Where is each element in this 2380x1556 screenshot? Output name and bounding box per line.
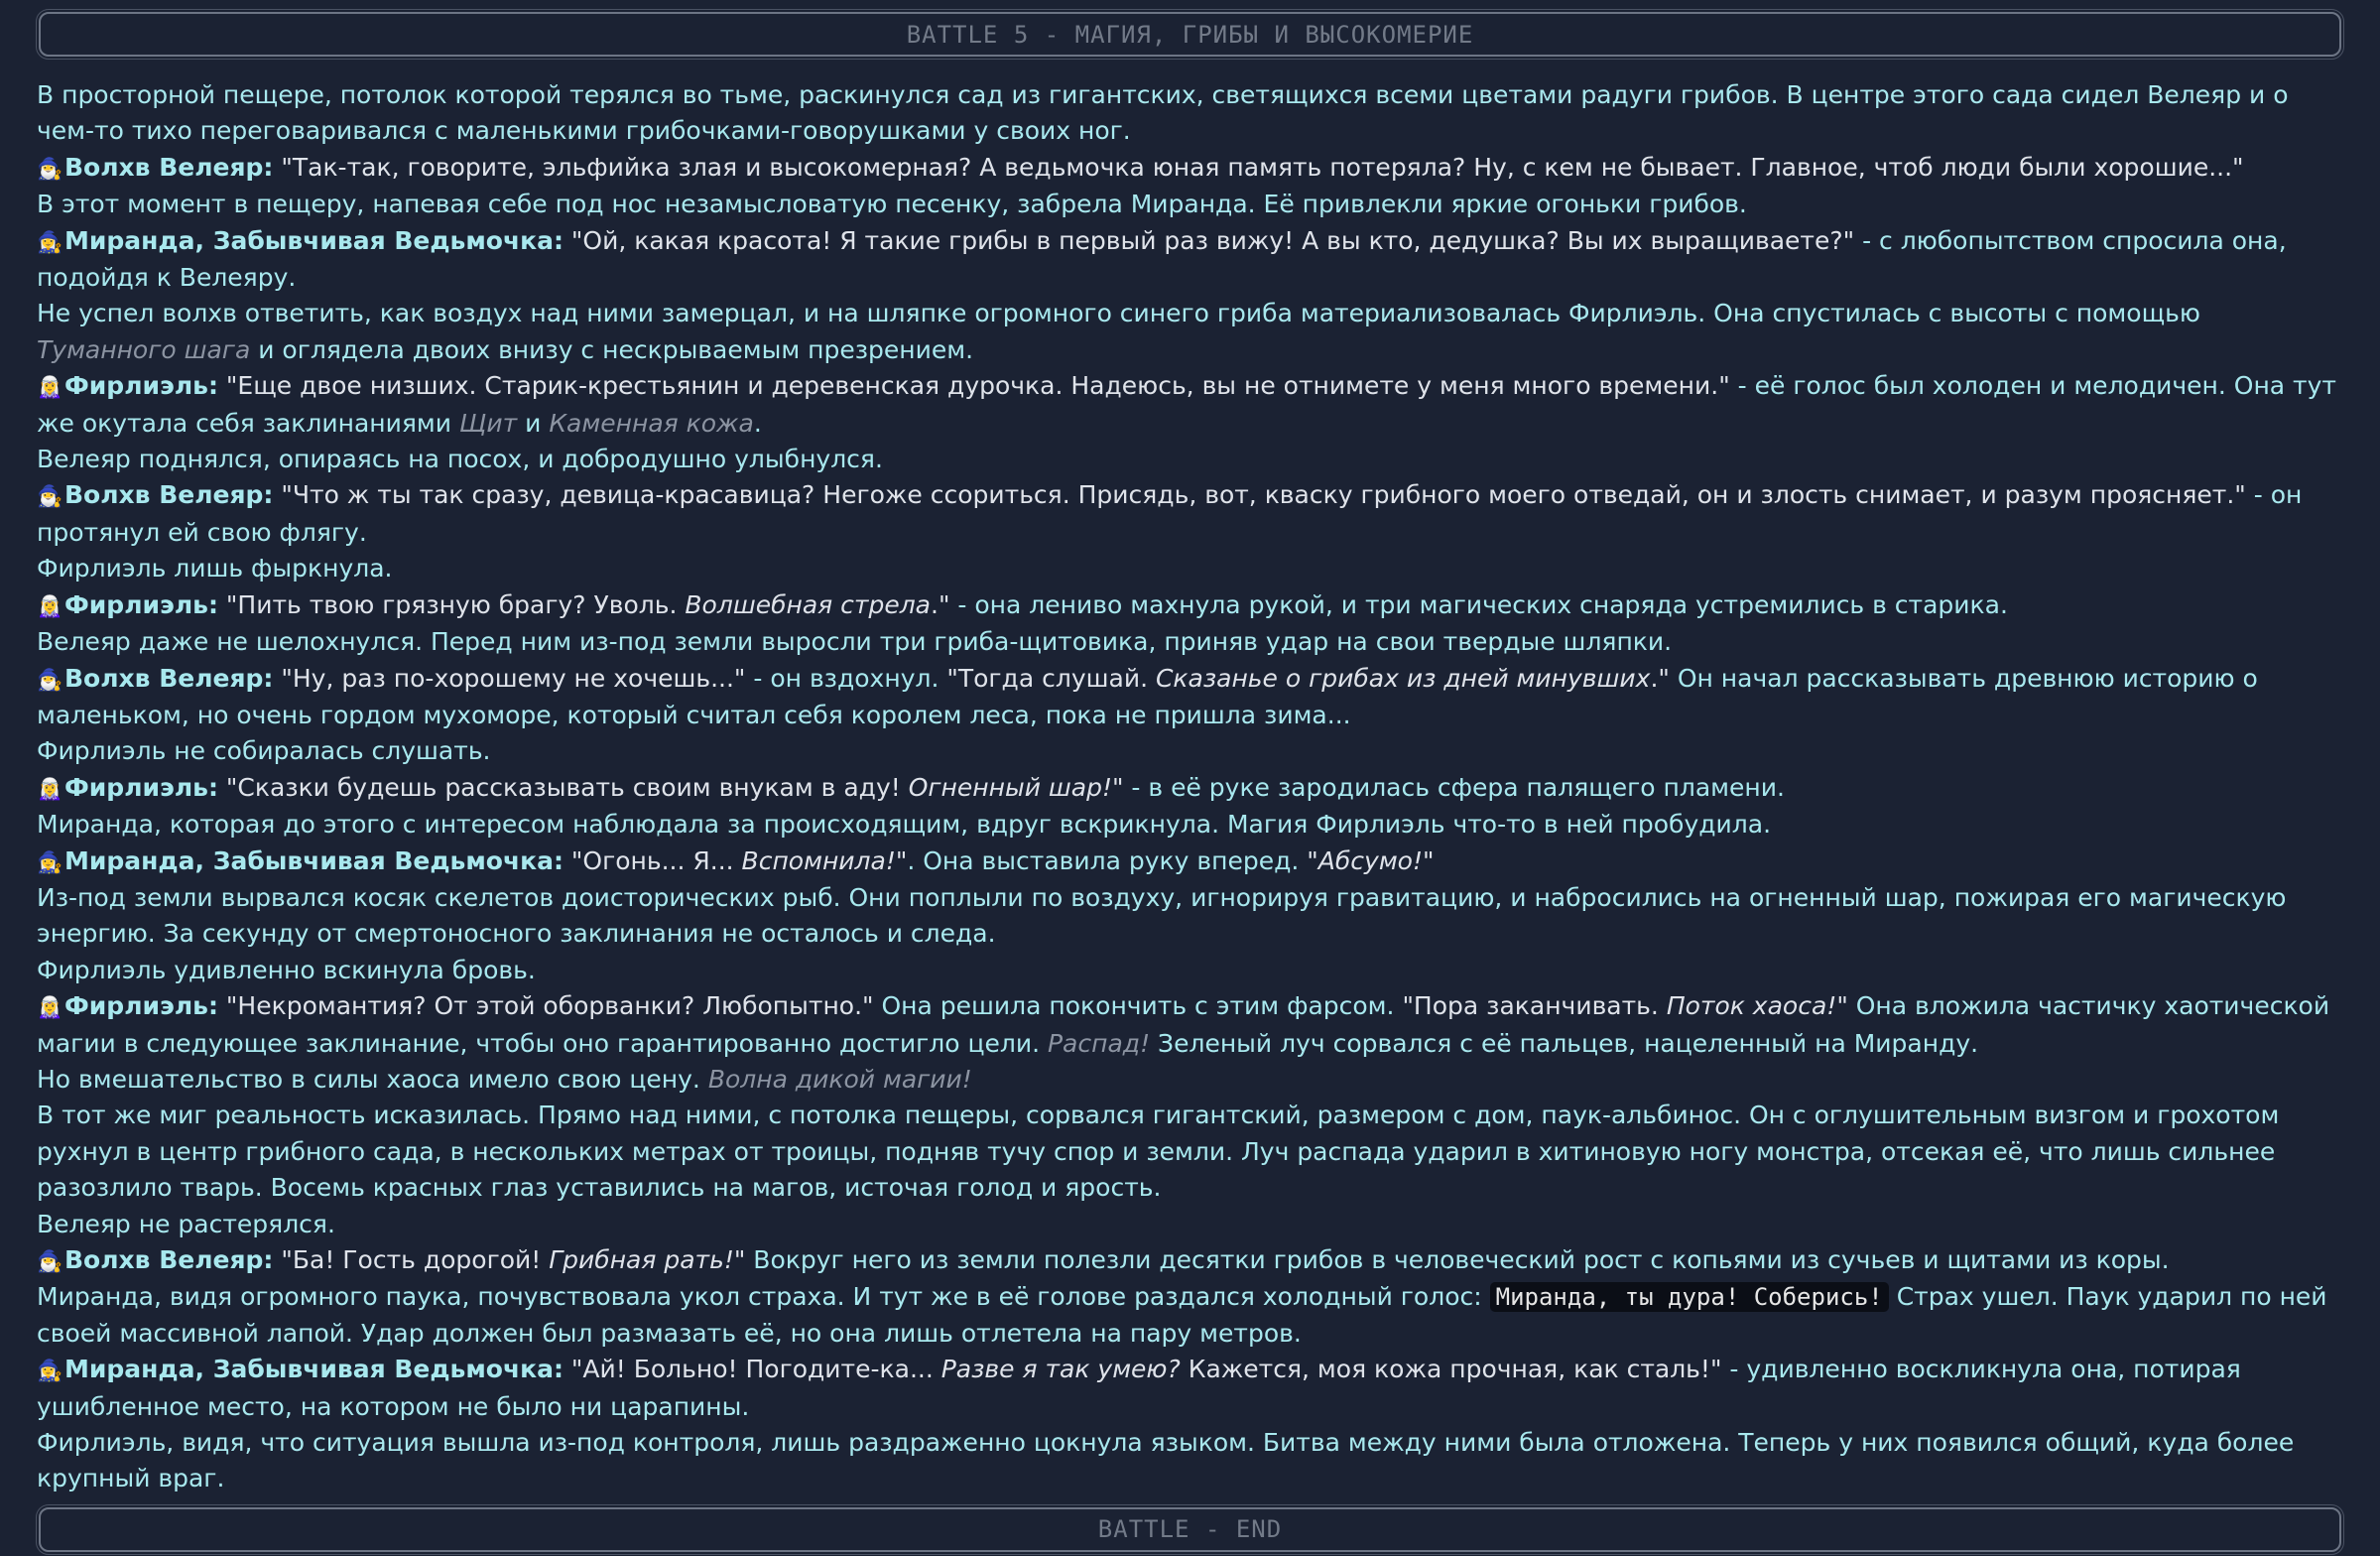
speaker-name: Волхв Велеяр:: [64, 152, 274, 182]
battle-end-title: BATTLE - END: [1097, 1515, 1283, 1544]
speaker-name: Волхв Велеяр:: [64, 480, 274, 510]
spell-name: Абсумо!: [1317, 845, 1424, 875]
spell-name: Распад!: [1047, 1028, 1151, 1058]
spell-name: Щит: [459, 408, 518, 438]
narration-line: Фирлиэль не собиралась слушать.: [37, 736, 491, 766]
story-text: [37, 77, 2343, 1497]
spell-name: Каменная кожа: [549, 408, 754, 438]
narration-line: В этот момент в пещеру, напевая себе под нос незамысловатую песенку, забрела Миранда. Её привлекли яркие огоньки грибов.: [37, 190, 1747, 219]
dialogue-line: 🧝‍♀️Фирлиэль: "Сказки будешь рассказывать своим внукам в аду! Огненный шар!" - в её руке зародилась сфера палящего пламени.: [37, 770, 2343, 807]
battle-footer-banner: [39, 1507, 2341, 1552]
dialogue-line: 🧙‍♂️Волхв Велеяр: "Что ж ты так сразу, девица-красавица? Негоже ссориться. Присядь, вот, кваску грибного моего отведай, он и злость снимает, и разум проясняет." - он протянул ей свою флягу.: [37, 480, 2303, 547]
narration-line: В тот же миг реальность исказилась. Прямо над ними, с потолка пещеры, сорвался гигантский, размером с дом, паук-альбинос. Он с оглушительным визгом и грохотом рухнул в центр грибного сада, в нескольких метрах от троицы, подняв тучу спор и земли. Луч распада ударил в хитиновую ногу монстра, отсекая её, что лишь сильнее разозлило тварь. Восемь красных глаз уставились на магов, источая голод и ярость.: [37, 1101, 2280, 1203]
witch-icon: 🧙‍♀️: [37, 1359, 63, 1383]
speaker-name: Волхв Велеяр:: [64, 1245, 274, 1274]
spell-name: Сказанье о грибах из дней минувших: [1155, 663, 1651, 693]
mage-icon: 🧙‍♂️: [37, 667, 63, 692]
dialogue-line: 🧝‍♀️Фирлиэль: "Еще двое низших. Старик-крестьянин и деревенская дурочка. Надеюсь, вы не отнимете у меня много времени." - её голос был холоден и мелодичен. Она тут же окутала себя заклинаниями Щит и Каменная кожа.: [37, 371, 2336, 438]
spell-name: Поток хаоса!: [1666, 991, 1837, 1021]
witch-icon: 🧙‍♀️: [37, 229, 63, 254]
spell-name: Волшебная стрела: [685, 589, 931, 619]
speaker-name: Волхв Велеяр:: [64, 663, 274, 693]
witch-icon: 🧙‍♀️: [37, 849, 63, 874]
dialogue-line: [37, 223, 2343, 297]
speaker-name: Фирлиэль:: [64, 772, 218, 802]
mage-icon: 🧙‍♂️: [37, 156, 63, 181]
dialogue-text: "Ой, какая красота! Я такие грибы в первый раз вижу! А вы кто, дедушка? Вы их выращиваете?": [563, 225, 1855, 255]
narration-line: Миранда, которая до этого с интересом наблюдала за происходящим, вдруг вскрикнула. Магия Фирлиэль что-то в ней пробудила.: [37, 810, 1772, 840]
dialogue-line: 🧙‍♂️Волхв Велеяр: "Ну, раз по-хорошему не хочешь..." - он вздохнул. "Тогда слушай. Сказанье о грибах из дней минувших." Он начал рассказывать древнюю историю о маленьком, но очень гордом мухоморе, который считал себя королем леса, пока не пришла зима...: [37, 663, 2258, 729]
dialogue-line: 🧙‍♀️Миранда, Забывчивая Ведьмочка: "Огонь... Я... Вспомнила!". Она выставила руку вперед. "Абсумо!": [37, 843, 2343, 880]
narration-text: - с любопытством спросила она, подойдя к Велеяру.: [37, 225, 2287, 293]
elf-icon: 🧝‍♀️: [37, 995, 63, 1020]
mage-icon: 🧙‍♂️: [37, 484, 63, 509]
spell-name: Туманного шага: [37, 334, 251, 364]
narration-line: Велеяр даже не шелохнулся. Перед ним из-под земли выросли три гриба-щитовика, приняв удар на свои твердые шляпки.: [37, 627, 1673, 657]
speaker-name: Миранда, Забывчивая Ведьмочка:: [64, 225, 564, 255]
dialogue-line: 🧙‍♂️Волхв Велеяр: "Ба! Гость дорогой! Грибная рать!" Вокруг него из земли полезли десятки грибов в человеческий рост с копьями из сучьев и щитами из коры.: [37, 1242, 2343, 1279]
battle-header-banner: [39, 12, 2341, 57]
dialogue-text: "Так-так, говорите, эльфийка злая и высокомерная? А ведьмочка юная память потеряла? Ну, с кем не бывает. Главное, чтоб люди были хорошие...": [273, 152, 2244, 182]
inner-voice-code: Миранда, ты дура! Соберись!: [1490, 1282, 1889, 1312]
spell-name: Огненный шар!: [908, 772, 1112, 802]
speaker-name: Фирлиэль:: [64, 589, 218, 619]
dialogue-line: [37, 150, 2343, 187]
spell-name: Грибная рать!: [549, 1245, 734, 1274]
dialogue-line: 🧝‍♀️Фирлиэль: "Некромантия? От этой оборванки? Любопытно." Она решила покончить с этим фарсом. "Пора заканчивать. Поток хаоса!" Она вложила частичку хаотической магии в следующее заклинание, чтобы оно гарантированно достигло цели. Распад! Зеленый луч сорвался с её пальцев, нацеленный на Миранду.: [37, 991, 2330, 1058]
elf-icon: 🧝‍♀️: [37, 375, 63, 400]
mage-icon: 🧙‍♂️: [37, 1249, 63, 1273]
narration-line: Фирлиэль лишь фыркнула.: [37, 554, 393, 584]
narration-line: Фирлиэль удивленно вскинула бровь.: [37, 955, 536, 984]
dialogue-text: "Еще двое низших. Старик-крестьянин и деревенская дурочка. Надеюсь, вы не отнимете у меня много времени.": [217, 371, 1730, 401]
narration-line: Не успел волхв ответить, как воздух над ними замерцал, и на шляпке огромного синего гриба материализовалась Фирлиэль. Она спустилась с высоты с помощью Туманного шага и оглядела двоих внизу с нескрываемым презрением.: [37, 299, 2200, 364]
narration-line: Велеяр не растерялся.: [37, 1209, 335, 1238]
narration-line: В просторной пещере, потолок которой терялся во тьме, раскинулся сад из гигантских, светящихся всеми цветами радуги грибов. В центре этого сада сидел Велеяр и о чем-то тихо переговаривался с маленькими грибочками-говорушками у своих ног.: [37, 80, 2289, 146]
narration-line: Велеяр поднялся, опираясь на посох, и добродушно улыбнулся.: [37, 445, 883, 474]
spell-name: Волна дикой магии!: [707, 1064, 972, 1094]
narration-line: Но вмешательство в силы хаоса имело свою цену. Волна дикой магии!: [37, 1064, 972, 1094]
dialogue-line: 🧝‍♀️Фирлиэль: "Пить твою грязную брагу? Уволь. Волшебная стрела." - она лениво махнула рукой, и три магических снаряда устремились в старика.: [37, 587, 2343, 624]
narration-line: Фирлиэль, видя, что ситуация вышла из-под контроля, лишь раздраженно цокнула языком. Битва между ними была отложена. Теперь у них появился общий, куда более крупный враг.: [37, 1428, 2295, 1493]
narration-line: Из-под земли вырвался косяк скелетов доисторических рыб. Они поплыли по воздуху, игнорируя гравитацию, и набросились на огненный шар, пожирая его магическую энергию. За секунду от смертоносного заклинания не осталось и следа.: [37, 882, 2287, 949]
narration-line: Миранда, видя огромного паука, почувствовала укол страха. И тут же в её голове раздался холодный голос: Миранда, ты дура! Соберись! Страх ушел. Паук ударил по ней своей массивной лапой. Удар должен был размазать её, но она лишь отлетела на пару метров.: [37, 1282, 2327, 1348]
speaker-name: Миранда, Забывчивая Ведьмочка:: [64, 845, 564, 875]
elf-icon: 🧝‍♀️: [37, 776, 63, 801]
speaker-name: Фирлиэль:: [64, 371, 218, 401]
dialogue-text: "Что ж ты так сразу, девица-красавица? Негоже ссориться. Присядь, вот, кваску грибного моего отведай, он и злость снимает, и разум проясняет.": [273, 480, 2246, 510]
dialogue-line: 🧙‍♀️Миранда, Забывчивая Ведьмочка: "Ай! Больно! Погодите-ка... Разве я так умею? Кажется, моя кожа прочная, как сталь!" - удивленно воскликнула она, потирая ушибленное место, на котором не было ни царапины.: [37, 1355, 2241, 1421]
speaker-name: Миранда, Забывчивая Ведьмочка:: [64, 1355, 564, 1384]
battle-title: BATTLE 5 - МАГИЯ, ГРИБЫ И ВЫСОКОМЕРИЕ: [906, 20, 1474, 49]
speaker-name: Фирлиэль:: [64, 991, 218, 1021]
elf-icon: 🧝‍♀️: [37, 593, 63, 618]
